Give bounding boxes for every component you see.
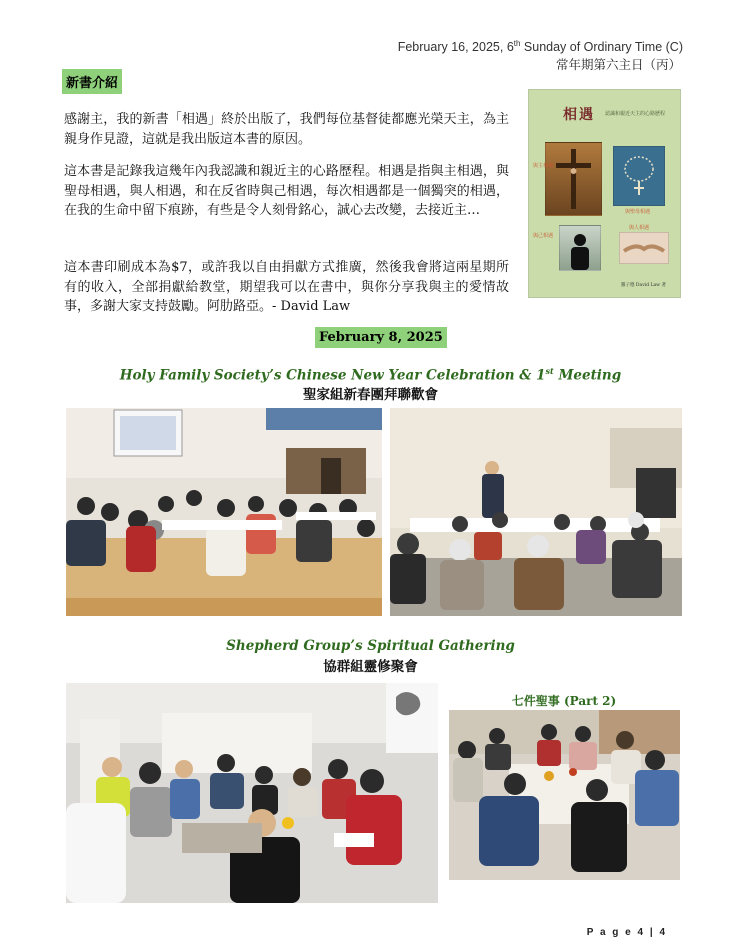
book-cover-image [528,89,681,298]
holy-family-photo-2 [390,408,682,616]
seven-sacraments-caption: 七件聖事 (Part 2) [511,694,617,708]
handshake-image [619,232,669,264]
book-cover-subtitle: 認識和親近天主的心路歷程 [605,111,666,117]
holy-family-photo-1 [66,408,382,616]
holy-family-title: Holy Family Society’s Chinese New Year Celebration & 1st Meeting [119,366,622,384]
shepherd-photo-1 [66,683,438,903]
book-caption-4: 與人相遇 [629,225,650,231]
book-cover-title: 相遇 [563,107,595,123]
rosary-image [613,146,665,206]
crucifix-image [545,142,602,216]
holy-family-title-chinese: 聖家組新春團拜聯歡會 [303,387,438,403]
new-book-paragraph-3: 這本書印刷成本為$7，或許我以自由捐獻方式推廣，然後我會將這兩星期所有的收入，全部捐獻給教堂，期望我可以在書中，與你分享我與主的愛情故事，多謝大家支持鼓勵。阿肋路亞。- David Law [64,260,509,314]
book-caption-1: 與主相遇 [533,163,554,169]
silhouette-image [559,225,601,271]
book-caption-2: 與聖母相遇 [625,209,651,215]
book-caption-3: 與己相遇 [533,233,554,239]
liturgical-day-chinese: 常年期第六主日（丙） [555,57,681,72]
new-book-paragraph-2: 這本書是記錄我這幾年內我認識和親近主的心路歷程。相遇是指與主相遇，與聖母相遇，與人相遇，和在反省時與己相遇，每次相遇都是一個獨突的相遇，在我的生命中留下痕跡，有些是令人刻骨銘心，誠心去改變，去接近主… [64,164,509,218]
book-author: 羅子德 David Law 著 [621,283,666,288]
page-number: P a g e 4 | 4 [586,927,667,938]
event-date-badge: February 8, 2025 [315,327,447,348]
shepherd-title-chinese: 協群組靈修聚會 [323,659,418,675]
new-book-heading: 新書介紹 [62,69,122,94]
new-book-paragraph-1: 感謝主，我的新書「相遇」終於出版了，我們每位基督徒都應光榮天主，為主親身作見證，這就是我出版這本書的原因。 [64,112,509,147]
shepherd-photo-2 [449,710,680,880]
issue-date: February 16, 2025, 6th Sunday of Ordinary Time (C) [397,39,683,55]
shepherd-title: Shepherd Group’s Spiritual Gathering [226,638,515,654]
